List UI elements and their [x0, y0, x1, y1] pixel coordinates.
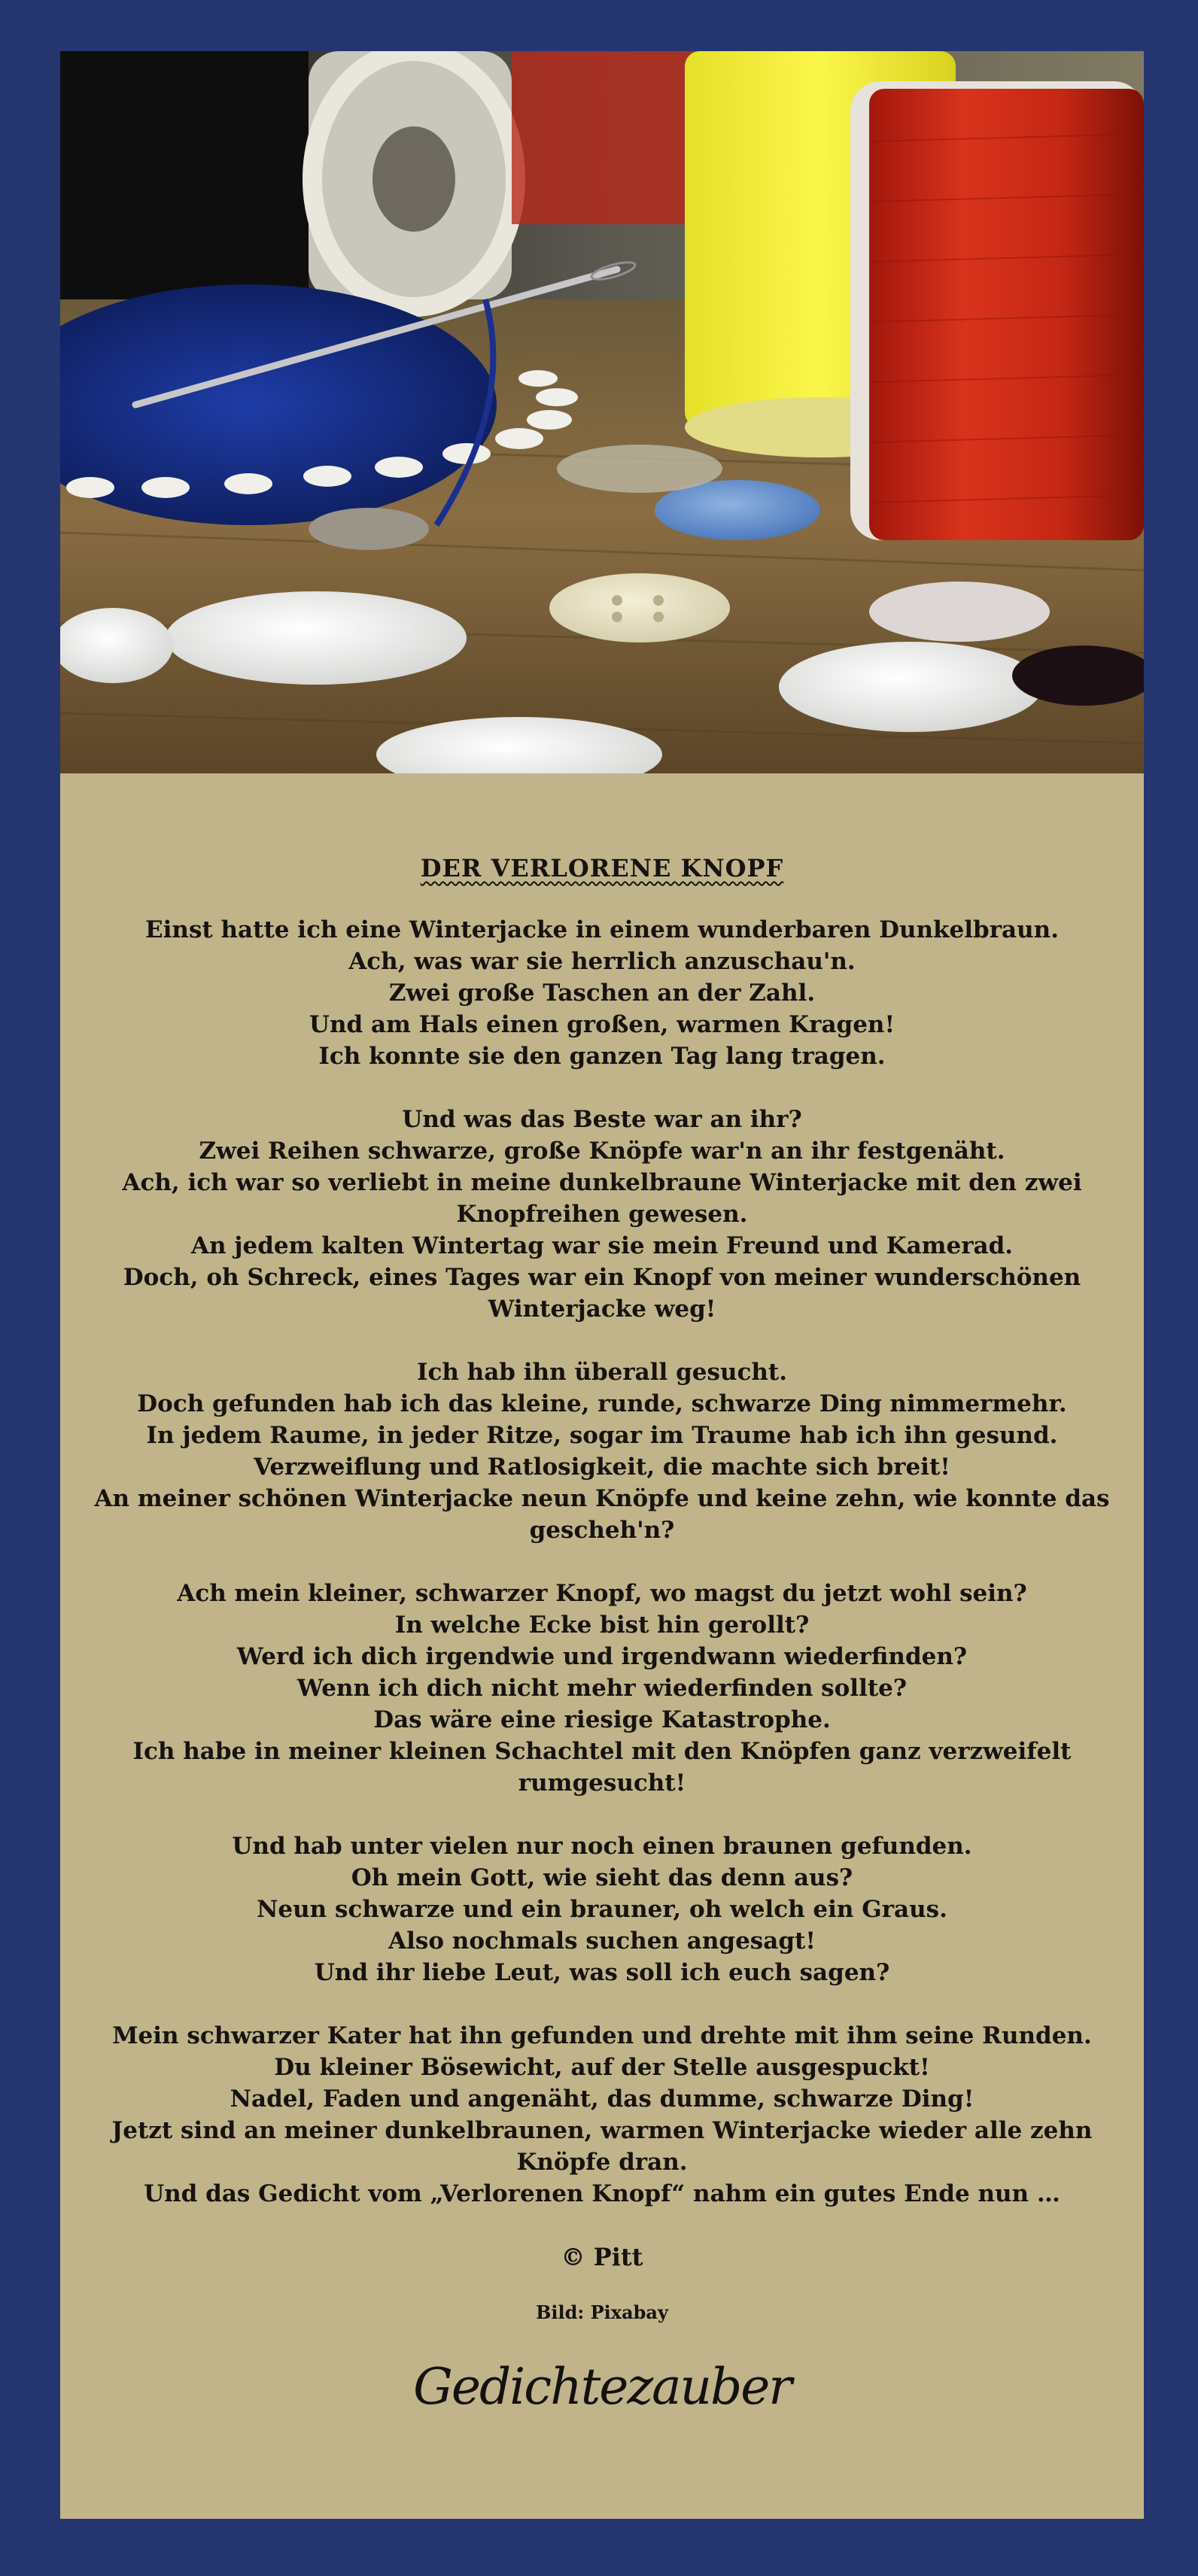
poem-line: In welche Ecke bist hin gerollt?: [394, 1612, 810, 1639]
poem-line: Ich konnte sie den ganzen Tag lang tragen.: [318, 1043, 886, 1070]
poem-line: Zwei große Taschen an der Zahl.: [388, 980, 816, 1007]
poem-line: Und hab unter vielen nur noch einen braunen gefunden.: [232, 1833, 972, 1860]
poem-line: Und was das Beste war an ihr?: [402, 1106, 802, 1133]
poem-line: Ach, was war sie herrlich anzuschau'n.: [348, 948, 856, 975]
image-credit: Bild: Pixabay: [536, 2301, 668, 2323]
poem-title: DER VERLORENE KNOPF: [420, 854, 784, 882]
stanza: [90, 1578, 1114, 1799]
stanza: [90, 914, 1114, 1072]
header-photo: [60, 51, 1144, 773]
poem-line: Doch gefunden hab ich das kleine, runde, schwarze Ding nimmermehr.: [137, 1390, 1067, 1417]
poem-line: Mein schwarzer Kater hat ihn gefunden und drehte mit ihm seine Runden.: [112, 2022, 1092, 2049]
poem-line: Und am Hals einen großen, warmen Kragen!: [309, 1011, 895, 1038]
poem-line: Zwei Reihen schwarze, große Knöpfe war'n an ihr festgenäht.: [199, 1138, 1005, 1165]
stanza: [90, 1104, 1114, 1325]
poem-line: Und das Gedicht vom „Verlorenen Knopf“ nahm ein gutes Ende nun …: [144, 2180, 1060, 2207]
author-credit: © Pitt: [561, 2243, 643, 2271]
poem: [90, 852, 1114, 2417]
poem-line: Einst hatte ich eine Winterjacke in einem wunderbaren Dunkelbraun.: [145, 916, 1059, 943]
poem-card: [60, 51, 1144, 2519]
poem-line: Und ihr liebe Leut, was soll ich euch sagen?: [314, 1959, 890, 1986]
poem-line: Ach, ich war so verliebt in meine dunkelbraune Winterjacke mit den zwei Knopfreihen gewesen.: [122, 1169, 1082, 1228]
poem-line: Wenn ich dich nicht mehr wiederfinden sollte?: [296, 1675, 908, 1702]
poem-line: Ich hab ihn überall gesucht.: [416, 1359, 788, 1386]
poem-line: Ich habe in meiner kleinen Schachtel mit den Knöpfen ganz verzweifelt rumgesucht!: [132, 1738, 1072, 1797]
poem-line: Ach mein kleiner, schwarzer Knopf, wo magst du jetzt wohl sein?: [177, 1580, 1027, 1607]
poem-line: In jedem Raume, in jeder Ritze, sogar im Traume hab ich ihn gesund.: [146, 1422, 1058, 1449]
poem-line: Oh mein Gott, wie sieht das denn aus?: [351, 1864, 853, 1891]
poem-line: Du kleiner Bösewicht, auf der Stelle ausgespuckt!: [274, 2054, 930, 2081]
stanza: [90, 1830, 1114, 1988]
poem-line: Neun schwarze und ein brauner, oh welch ein Graus.: [257, 1896, 947, 1923]
poem-line: Nadel, Faden und angenäht, das dumme, schwarze Ding!: [230, 2085, 975, 2113]
poem-line: Verzweiflung und Ratlosigkeit, die machte sich breit!: [254, 1454, 950, 1481]
poem-line: Also nochmals suchen angesagt!: [388, 1927, 816, 1955]
brand-signature: Gedichtezauber: [413, 2358, 791, 2416]
poem-line: Jetzt sind an meiner dunkelbraunen, warmen Winterjacke wieder alle zehn Knöpfe dran.: [111, 2117, 1093, 2176]
poem-line: An meiner schönen Winterjacke neun Knöpfe und keine zehn, wie konnte das gescheh'n?: [94, 1485, 1110, 1544]
stanza: [90, 2020, 1114, 2210]
poem-line: Werd ich dich irgendwie und irgendwann wiederfinden?: [236, 1643, 968, 1670]
poem-line: An jedem kalten Wintertag war sie mein Freund und Kamerad.: [190, 1232, 1014, 1259]
poem-line: Das wäre eine riesige Katastrophe.: [373, 1706, 831, 1733]
stanza: [90, 1356, 1114, 1546]
poem-line: Doch, oh Schreck, eines Tages war ein Knopf von meiner wunderschönen Winterjacke weg!: [123, 1264, 1081, 1323]
